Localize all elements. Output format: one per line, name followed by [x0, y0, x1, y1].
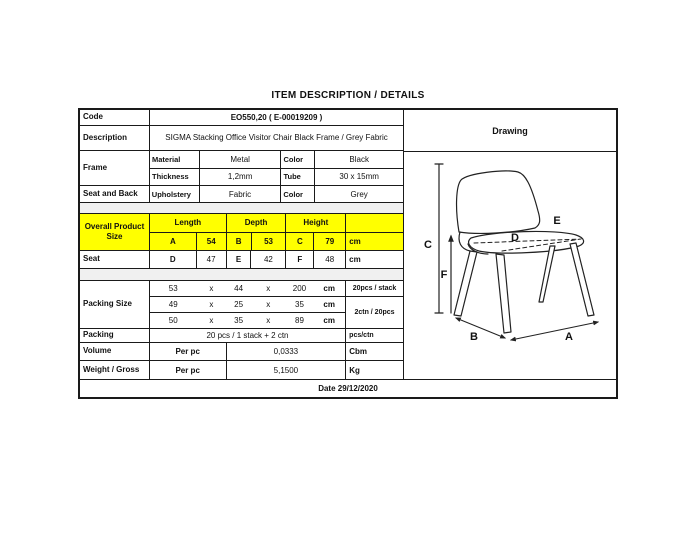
spacer-row: [80, 269, 403, 281]
dim-e-key: E: [227, 251, 252, 268]
pack3-unit: cm: [323, 316, 335, 325]
seat-unit: cm: [349, 255, 361, 264]
code-row: [80, 110, 403, 126]
seat-size-row: [80, 251, 403, 269]
overall-size-label: Overall Product Size: [80, 214, 150, 250]
volume-row: [80, 343, 403, 361]
pack1-v3: 200: [292, 284, 307, 293]
upholstery-value: Fabric: [200, 186, 282, 202]
pack2-v3: 35: [295, 300, 304, 309]
packing-size-row-1: [150, 281, 345, 297]
pack1-v1: 53: [168, 284, 178, 293]
seatback-color-label: Color: [281, 186, 315, 202]
packing-unit: pcs/ctn: [349, 332, 374, 339]
dim-d-key: D: [150, 251, 197, 268]
pack1-x1: x: [209, 284, 214, 293]
seat-size-label: Seat: [80, 251, 150, 268]
code-label: Code: [80, 110, 150, 125]
frame-label: Frame: [80, 151, 150, 185]
height-header: Height: [286, 214, 346, 232]
dim-label-d: D: [511, 232, 519, 244]
dim-a-value: 54: [197, 233, 227, 251]
drawing-header: Drawing: [404, 110, 616, 152]
date-value: Date 29/12/2020: [318, 384, 378, 393]
packing-size-label: Packing Size: [80, 281, 150, 328]
frame-material-row: [150, 151, 403, 169]
description-row: [80, 126, 403, 151]
chair-line-art: [404, 152, 618, 379]
dim-label-e: E: [553, 215, 561, 227]
packing-label: Packing: [80, 329, 150, 342]
weight-label: Weight / Gross: [80, 361, 150, 379]
tube-label: Tube: [281, 169, 315, 186]
dim-c-key: C: [286, 233, 314, 251]
dim-c-value: 79: [314, 233, 346, 251]
thickness-label: Thickness: [150, 169, 200, 186]
chair-drawing: [404, 152, 616, 379]
dim-a-key: A: [150, 233, 197, 251]
length-header: Length: [150, 214, 227, 232]
pack2-v1: 49: [168, 300, 178, 309]
thickness-value: 1,2mm: [200, 169, 282, 186]
dim-b-value: 53: [252, 233, 287, 251]
dim-d-value: 47: [197, 251, 227, 268]
frame-thickness-row: [150, 169, 403, 186]
volume-label: Volume: [80, 343, 150, 360]
weight-unit: Kg: [349, 365, 360, 375]
packing-row: [80, 329, 403, 343]
overall-size-values-row: [150, 233, 403, 251]
material-label: Material: [150, 151, 200, 168]
dim-label-c: C: [424, 239, 432, 251]
frame-section: [80, 151, 403, 186]
pack3-x2: x: [266, 316, 271, 325]
packing-size-section: [80, 281, 403, 329]
dim-label-a: A: [565, 331, 573, 343]
dim-e-value: 42: [251, 251, 286, 268]
overall-size-section: [80, 214, 403, 251]
weight-row: [80, 361, 403, 379]
pack2-v2: 25: [234, 300, 244, 309]
seat-and-back-row: [80, 186, 403, 203]
frame-color-label: Color: [281, 151, 315, 168]
pack2-x1: x: [209, 300, 214, 309]
pack3-v1: 50: [168, 316, 178, 325]
pack2-unit: cm: [323, 300, 335, 309]
dim-f-key: F: [286, 251, 314, 268]
dim-label-b: B: [470, 331, 478, 343]
pack1-unit: cm: [323, 284, 335, 293]
volume-unit: Cbm: [349, 347, 367, 356]
spacer-row: [80, 203, 403, 214]
packing-note-stack: 20pcs / stack: [346, 281, 403, 297]
pack3-x1: x: [209, 316, 214, 325]
material-value: Metal: [200, 151, 282, 168]
overall-size-header-row: [150, 214, 403, 233]
tube-value: 30 x 15mm: [339, 172, 379, 182]
dim-f-value: 48: [314, 251, 346, 268]
description-label: Description: [80, 126, 150, 150]
drawing-column: [404, 110, 616, 379]
volume-value: 0,0333: [227, 343, 347, 360]
code-value: EO550,20 ( E-00019209 ): [230, 113, 323, 122]
spec-table: [78, 108, 618, 399]
page-title: ITEM DESCRIPTION / DETAILS: [271, 90, 425, 101]
frame-color-value: Black: [349, 154, 369, 164]
packing-size-row-3: [150, 313, 345, 328]
date-row: [80, 379, 616, 397]
upholstery-label: Upholstery: [150, 186, 200, 202]
dim-b-key: B: [227, 233, 252, 251]
depth-header: Depth: [227, 214, 287, 232]
pack1-x2: x: [266, 284, 271, 293]
packing-value: 20 pcs / 1 stack + 2 ctn: [150, 329, 346, 342]
packing-size-row-2: [150, 297, 345, 313]
dim-label-f: F: [440, 269, 448, 281]
pack2-x2: x: [266, 300, 271, 309]
overall-blank-cell: [346, 214, 403, 232]
weight-value: 5,1500: [227, 361, 347, 379]
spec-left-column: [80, 110, 404, 379]
weight-basis: Per pc: [150, 361, 227, 379]
seat-and-back-label: Seat and Back: [80, 186, 150, 202]
seatback-color-value: Grey: [350, 189, 368, 199]
packing-note-ctn: 2ctn / 20pcs: [354, 309, 395, 316]
volume-basis: Per pc: [150, 343, 227, 360]
pack3-v3: 89: [295, 316, 304, 325]
pack3-v2: 35: [234, 316, 244, 325]
overall-unit: cm: [349, 236, 361, 246]
description-value: SIGMA Stacking Office Visitor Chair Black Frame / Grey Fabric: [165, 133, 388, 143]
pack1-v2: 44: [234, 284, 244, 293]
